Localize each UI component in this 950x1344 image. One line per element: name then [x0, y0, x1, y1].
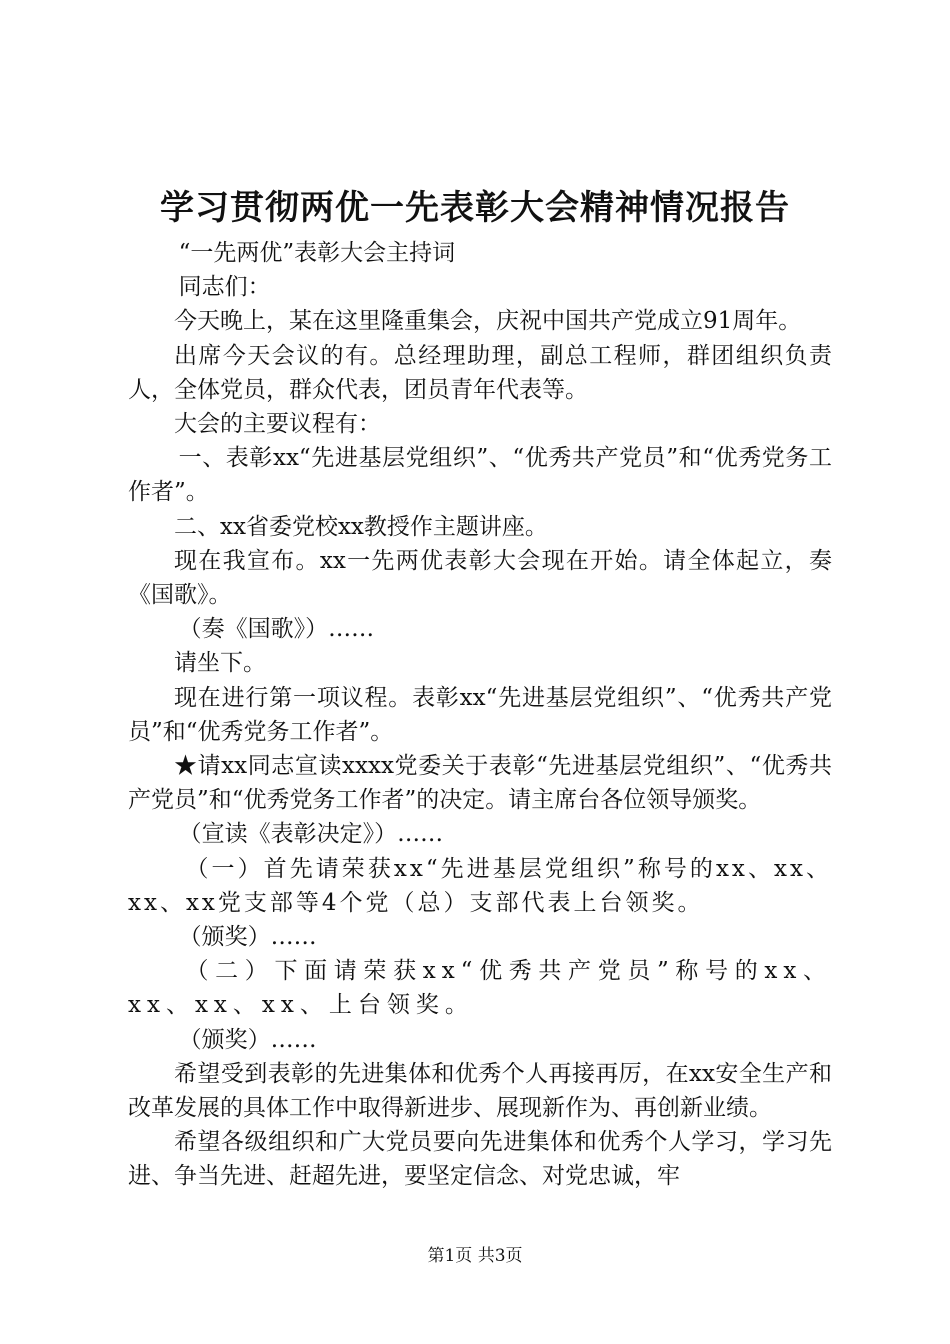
page-number: 第1页 共3页: [427, 1246, 523, 1266]
paragraph: 现在我宣布。xx一先两优表彰大会现在开始。请全体起立，奏《国歌》。: [128, 547, 832, 609]
paragraph: 请坐下。: [174, 650, 266, 677]
document-body: [128, 236, 832, 1194]
paragraph: 希望受到表彰的先进集体和优秀个人再接再厉，在xx安全生产和改革发展的具体工作中取得新进步、展现新作为、再创新业绩。: [128, 1060, 832, 1122]
paragraph: 希望各级组织和广大党员要向先进集体和优秀个人学习，学习先进、争当先进、赶超先进，要坚定信念、对党忠诚，牢: [128, 1129, 832, 1190]
paragraph: （一）首先请荣获xx“先进基层党组织”称号的xx、xx、xx、xx党支部等4个党（总）支部代表上台领奖。: [128, 855, 832, 916]
paragraph: 大会的主要议程有：: [174, 411, 381, 438]
paragraph: 一、表彰xx“先进基层党组织”、“优秀共产党员”和“优秀党务工作者”。: [128, 445, 832, 506]
paragraph: 出席今天会议的有。总经理助理，副总工程师，群团组织负责人，全体党员，群众代表，团员青年代表等。: [128, 342, 832, 403]
paragraph: （颁奖）……: [178, 924, 317, 951]
paragraph: 二、xx省委党校xx教授作主题讲座。: [174, 513, 548, 540]
paragraph: ★请xx同志宣读xxxx党委关于表彰“先进基层党组织”、“优秀共产党员”和“优秀党务工作者”的决定。请主席台各位领导颁奖。: [128, 753, 832, 814]
paragraph: （二）下面请荣获xx“优秀共产党员”称号的xx、xx、xx、xx、上台领奖。: [128, 958, 832, 1019]
paragraph: 今天晚上，某在这里隆重集会，庆祝中国共产党成立91周年。: [174, 308, 802, 335]
paragraph: （宣读《表彰决定》）……: [178, 821, 444, 848]
document-title: 学习贯彻两优一先表彰大会精神情况报告: [160, 188, 790, 228]
paragraph: 同志们：: [178, 274, 271, 301]
paragraph: （颁奖）……: [178, 1026, 317, 1053]
paragraph: “一先两优”表彰大会主持词: [178, 240, 456, 266]
paragraph: 现在进行第一项议程。表彰xx“先进基层党组织”、“优秀共产党员”和“优秀党务工作者”。: [128, 684, 832, 745]
paragraph: （奏《国歌》）……: [178, 616, 375, 643]
